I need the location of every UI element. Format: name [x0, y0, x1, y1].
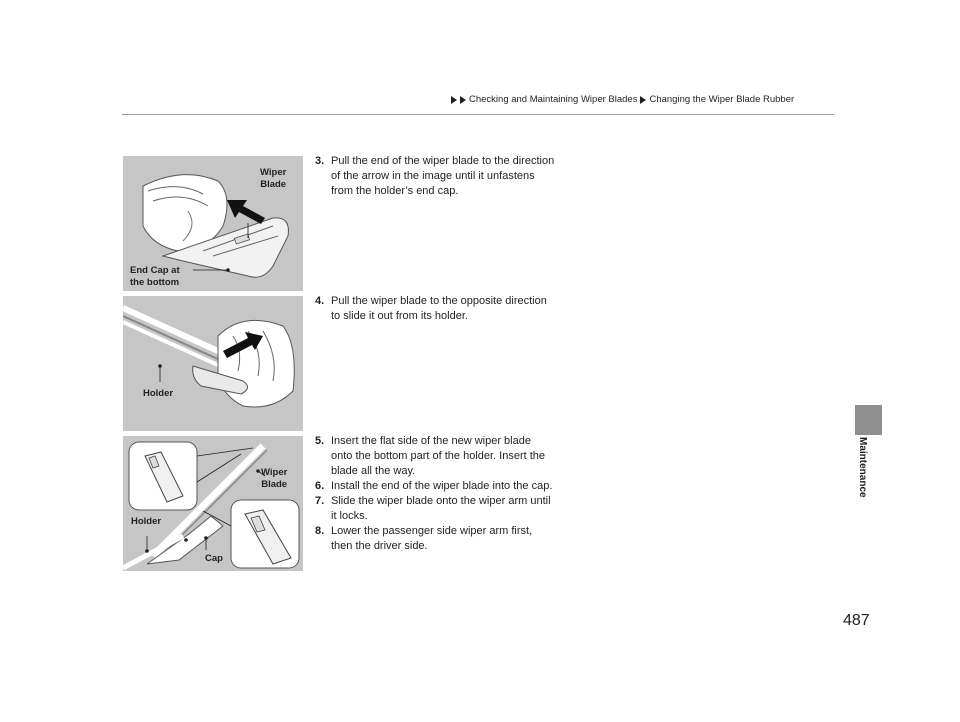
- breadcrumb-section[interactable]: Checking and Maintaining Wiper Blades: [469, 94, 638, 105]
- insert-blade-illustration: [123, 436, 303, 571]
- triangle-right-icon: [640, 96, 646, 104]
- triangle-right-icon: [460, 96, 466, 104]
- callout-end-cap: End Cap at the bottom: [130, 265, 180, 288]
- figure-insert-new-blade: [123, 436, 303, 571]
- step-text: Pull the end of the wiper blade to the direction of the arrow in the image until it unfastens from the holder’s end cap.: [331, 155, 555, 197]
- step-group-3: [315, 154, 555, 199]
- step-group-4: [315, 294, 555, 324]
- page-number: 487: [843, 612, 870, 629]
- slide-blade-illustration: [123, 296, 303, 431]
- section-tab-marker: [855, 405, 882, 435]
- callout-wiper-blade: Wiper Blade: [260, 167, 287, 190]
- step-number: 3.: [315, 155, 325, 167]
- step-text: Install the end of the wiper blade into the cap.: [331, 480, 553, 492]
- step-6: [315, 479, 555, 494]
- breadcrumb: [451, 94, 794, 105]
- section-tab-label: Maintenance: [857, 437, 868, 498]
- step-group-5-8: [315, 434, 555, 554]
- step-number: 7.: [315, 495, 325, 507]
- figure-slide-out-blade: [123, 296, 303, 431]
- breadcrumb-subsection[interactable]: Changing the Wiper Blade Rubber: [649, 94, 795, 105]
- step-number: 4.: [315, 295, 325, 307]
- step-text: Pull the wiper blade to the opposite direction to slide it out from its holder.: [331, 295, 547, 322]
- callout-holder: Holder: [143, 388, 174, 399]
- step-5: [315, 434, 555, 479]
- step-number: 5.: [315, 435, 325, 447]
- header-rule: [122, 114, 834, 115]
- step-number: 6.: [315, 480, 325, 492]
- section-tab[interactable]: [853, 437, 883, 507]
- step-text: Lower the passenger side wiper arm first, then the driver side.: [331, 525, 533, 552]
- step-number: 8.: [315, 525, 325, 537]
- callout-wiper-blade-new: Wiper Blade: [261, 467, 288, 490]
- step-text: Slide the wiper blade onto the wiper arm until it locks.: [331, 495, 551, 522]
- callout-cap: Cap: [205, 553, 223, 564]
- step-3: [315, 154, 555, 199]
- triangle-right-icon: [451, 96, 457, 104]
- step-8: [315, 524, 555, 554]
- step-4: [315, 294, 555, 324]
- step-text: Insert the flat side of the new wiper blade onto the bottom part of the holder. Insert the blade all the way.: [331, 435, 546, 477]
- callout-holder-new: Holder: [131, 516, 162, 527]
- step-7: [315, 494, 555, 524]
